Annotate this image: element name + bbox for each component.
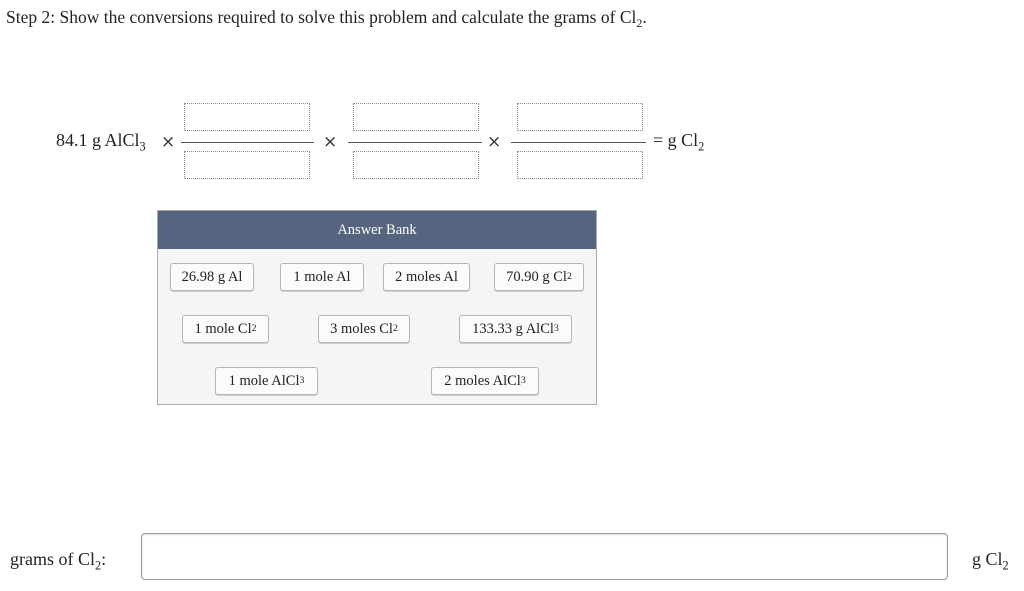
result-text: = g Cl xyxy=(653,130,699,150)
answer-bank-header xyxy=(158,211,596,249)
answer-chip[interactable]: 1 mole Cl 2 xyxy=(182,315,269,343)
final-label-end: : xyxy=(101,549,107,569)
starting-quantity xyxy=(56,130,146,154)
final-label-text: grams of Cl xyxy=(10,549,95,569)
answer-chip[interactable] xyxy=(383,263,470,291)
fraction-1-bar xyxy=(181,142,314,143)
fraction-3-bar xyxy=(511,142,646,143)
start-subscript: 3 xyxy=(139,139,146,154)
answer-chip[interactable]: 133.33 g AlCl 3 xyxy=(459,315,572,343)
fraction-1-denominator-dropzone[interactable] xyxy=(184,151,310,179)
answer-chip[interactable]: 2 moles AlCl 3 xyxy=(431,367,539,395)
fraction-3-numerator-dropzone[interactable] xyxy=(517,103,643,131)
final-label-subscript: 2 xyxy=(95,558,102,573)
answer-chip-text: 2 moles AlCl xyxy=(444,372,521,389)
answer-chip[interactable] xyxy=(170,263,254,291)
answer-chip-text: 2 moles Al xyxy=(395,268,458,285)
multiply-sign-2: × xyxy=(323,132,338,152)
question-prompt xyxy=(6,7,647,31)
answer-chip-text: 133.33 g AlCl xyxy=(472,320,554,337)
answer-chip-text: 70.90 g Cl xyxy=(506,268,567,285)
result-subscript: 2 xyxy=(698,139,705,154)
answer-chip[interactable]: 1 mole AlCl 3 xyxy=(215,367,318,395)
fraction-3-denominator-dropzone[interactable] xyxy=(517,151,643,179)
fraction-2-bar xyxy=(348,142,482,143)
final-unit-subscript: 2 xyxy=(1002,558,1009,573)
multiply-sign-1: × xyxy=(161,132,176,152)
prompt-end: . xyxy=(642,7,647,27)
multiply-sign-3: × xyxy=(487,132,502,152)
fraction-2-denominator-dropzone[interactable] xyxy=(353,151,479,179)
fraction-2-numerator-dropzone[interactable] xyxy=(353,103,479,131)
answer-bank-title: Answer Bank xyxy=(337,221,417,238)
answer-chip-text: 1 mole Cl xyxy=(194,320,252,337)
answer-chip-text: 3 moles Cl xyxy=(330,320,393,337)
answer-chip-text: 26.98 g Al xyxy=(181,268,243,285)
answer-chip[interactable]: 3 moles Cl 2 xyxy=(318,315,410,343)
final-answer-unit xyxy=(972,549,1009,573)
prompt-subscript: 2 xyxy=(636,16,643,31)
start-value: 84.1 g AlCl xyxy=(56,130,140,150)
answer-chip[interactable] xyxy=(280,263,364,291)
prompt-text: Step 2: Show the conversions required to solve this problem and calculate the grams of Cl xyxy=(6,7,637,27)
fraction-1-numerator-dropzone[interactable] xyxy=(184,103,310,131)
equation-result xyxy=(653,130,705,154)
answer-bank xyxy=(157,210,597,405)
answer-chip[interactable]: 70.90 g Cl 2 xyxy=(494,263,584,291)
final-unit-text: g Cl xyxy=(972,549,1003,569)
answer-chip-text: 1 mole Al xyxy=(293,268,351,285)
grams-answer-input[interactable] xyxy=(141,533,948,580)
answer-chip-text: 1 mole AlCl xyxy=(228,372,300,389)
final-answer-label xyxy=(10,549,107,573)
